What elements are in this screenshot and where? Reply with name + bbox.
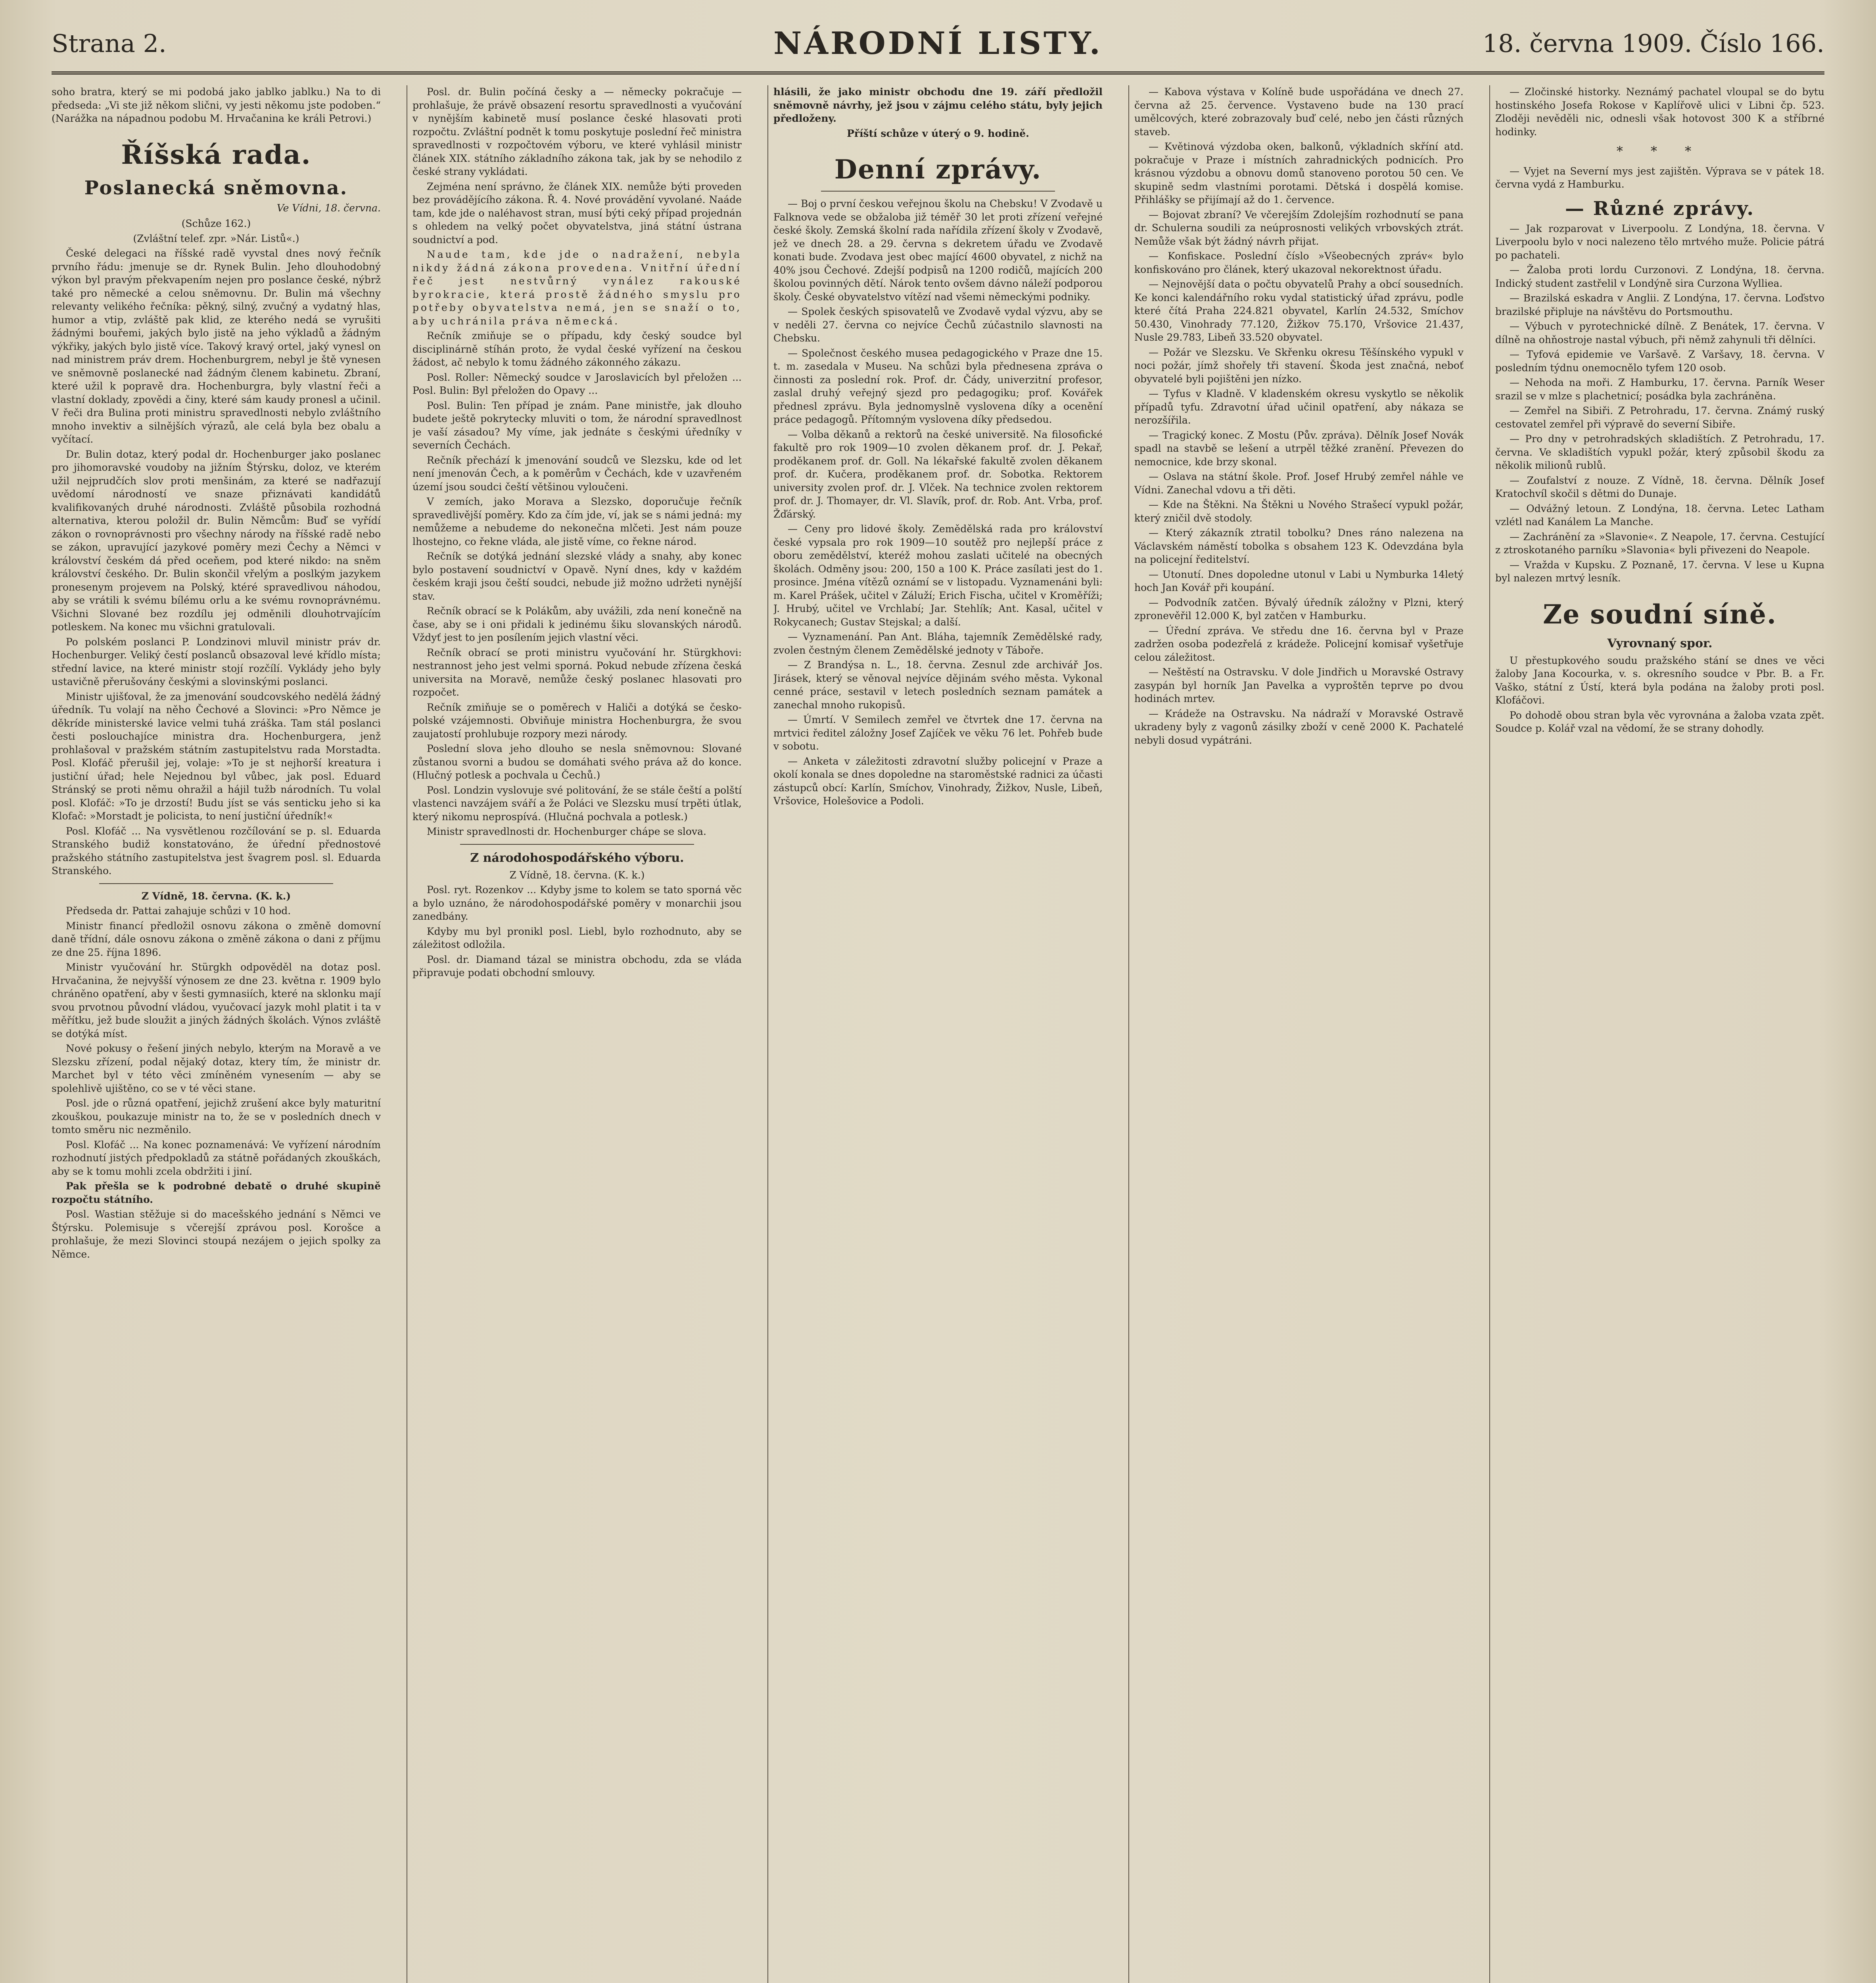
paragraph: — Zemřel na Sibiři. Z Petrohradu, 17. června. Známý ruský cestovatel zemřel při výpravě do severní Sibiře. <box>1495 405 1824 430</box>
lead-paragraph: soho bratra, který se mi podobá jako jablko jablku.) Na to di předseda: „Vi ste již někom slični, vy jesti někomu jste podoben.“ (Narážka na nápadnou podobu M. Hrvačanina ke králi Petrovi.) <box>52 86 381 124</box>
section-title: — Různé zprávy. <box>1565 197 1755 220</box>
paragraph: — Konfiskace. Poslední číslo »Všeobecných zpráv« bylo konfiskováno pro článek, který ukazoval nekorektnost úřadu. <box>1134 250 1464 275</box>
lead-paragraph: hlásili, že jako ministr obchodu dne 19. září předložil sněmovně návrhy, jež jsou v zájmu celého státu, byly jejich předloženy. <box>773 86 1103 124</box>
paragraph: — Krádeže na Ostravsku. Na nádraží v Moravské Ostravě ukradeny byly z vagonů zásilky zboží v ceně 2000 K. Pachatelé nebyli dosud vypátráni. <box>1134 708 1464 746</box>
paragraph: Rečník zmiňuje se o případu, kdy český soudce byl disciplinárně stíhán proto, že vydal české vyřízení na českou žádost, ač nebylo k tomu žádného zákonného zákazu. <box>412 330 742 368</box>
paragraph: — Ceny pro lidové školy. Zemědělská rada pro království české vypsala pro rok 1909—10 soutěž pro nejlepší práce z oboru zemědělství, kteréž mohou zaslati učitelé na obecných školách. Odměny jsou: 200, 150 a 100 K. Práce zasílati jest do 1. prosince. Jména vítězů oznámí se v listopadu. Vyznamenáni byli: m. Karel Prášek, učitel v Záluží; Erich Fischa, učitel v Kroměříži; J. Hrubý, učitel ve Vrchlabí; Jar. Stehlík; Ant. Kasal, učitel v Rokycanech; Gustav Stejskal; a další. <box>773 523 1103 628</box>
paragraph: — Jak rozparovat v Liverpoolu. Z Londýna, 18. června. V Liverpoolu bylo v noci nalezeno tělo mrtvého muže. Policie pátrá po pachateli. <box>1495 222 1824 261</box>
column-rule <box>1489 85 1490 1983</box>
paragraph: Posl. Klofáč ... Na konec poznamenává: Ve vyřízení národním rozhodnutí jistých předpokladů za státně pořádaných zkouškách, aby se k tomu mohli zcela obdržiti i jiní. <box>52 1139 381 1177</box>
paragraph: — Vyznamenání. Pan Ant. Bláha, tajemník Zemědělské rady, zvolen čestným členem Zemědělské jednoty v Táboře. <box>773 631 1103 656</box>
paragraph: U přestupkového soudu pražského stání se dnes ve věci žaloby Jana Kocourka, v. s. okresního soudce v Pbr. B. a Fr. Vaško, státní z Ústí, která byla podána na žaloby proti posl. Klofáčovi. <box>1495 654 1824 706</box>
paragraph: — Květinová výzdoba oken, balkonů, výkladních skříní atd. pokračuje v Praze i místních zahradnických podnicích. Pro krásnou výzdobu a obnovu domů stanoveno porotou 50 cen. Ve skupině sedm vlastními porotami. Dětská i dospělá komise. Přihlášky se přijímají až do 1. července. <box>1134 141 1464 205</box>
paragraph: — Bojovat zbraní? Ve včerejším Zdolejším rozhodnutí se pana dr. Schulerna soudili za neúprosnosti velikých vrbovských ztrát. Nemůže však být žádný návrh přijat. <box>1134 209 1464 247</box>
dateline: Z Vídně, 18. června. (K. k.) <box>509 869 645 881</box>
paragraph: Ministr ujišťoval, že za jmenování soudcovského nedělá žádný úředník. Tu volají na něho Čechové a Slovinci: »Pro Němce je děkríde ministerské lavice velmi tuhá zráška. Tam stál poslanci česti poslouchajíce ministra dra. Hochenburgera, jenž prohlašoval v pražském státním zastupitelstvu rada Morstadta. Posl. Klofáč přerušil jej, volaje: »To je st nejhorší kreatura i justiční úřad; hele Nejednou byl vůbec, jak posl. Eduard Stránský se proti němu ohražil a hájil tužb národních. Tu volal posl. Klofáč: »To je drzostí! Budu jíst se vás senticku jeho si ka Klofač: »Morstadt je policista, to není justiční úředník!« <box>52 690 381 822</box>
paragraph: Rečník obrací se proti ministru vyučování hr. Stürgkhovi: nestrannost jeho jest velmi sporná. Pokud nebude zřízena česká universita na Moravě, nemůže český poslanec hlasovati pro rozpočet. <box>412 646 742 698</box>
paragraph: Předseda dr. Pattai zahajuje schůzi v 10 hod. <box>66 905 291 917</box>
paragraph: — Požár ve Slezsku. Ve Skřenku okresu Těšínského vypukl v noci požár, jímž shořely tři stavení. Škoda jest značná, neboť obyvatelé byli pojištěni jen nízko. <box>1134 346 1464 385</box>
section-ornament: * * * <box>1616 144 1703 159</box>
session-label: (Schůze 162.) <box>181 218 251 229</box>
column-3 <box>773 85 1103 1983</box>
paragraph: Ministr financí předložil osnovu zákona o změně domovní daně třídní, dále osnovu zákona o změně zákona o dani z příjmu ze dne 25. října 1896. <box>52 920 381 958</box>
paragraph: Posl. dr. Bulin počíná česky a — německy pokračuje — prohlašuje, že právě obsazení resortu spravedlnosti a vyučování v nynějším kabinetě musí poslance české hlasovati proti rozpočtu. Zvláštní podnět k tomu poskytuje poslední řeč ministra spravedlnosti v rozpočtovém výboru, ve které vyhlásil ministr článek XIX. státního základního zákona tak, jak by se nehodilo z české strany vykládati. <box>412 86 742 177</box>
paragraph: — Zločinské historky. Neznámý pachatel vloupal se do bytu hostinského Josefa Rokose v Kaplířově ulici v Libni čp. 523. Zloději nevěděli nic, odnesli však hotovost 300 K a stříbrné hodinky. <box>1495 86 1824 138</box>
paragraph: Posl. Bulin: Ten případ je znám. Pane ministře, jak dlouho budete ještě pokrytecky mluviti o tom, že národní spravedlnost je vaší zásadou? My víme, jak jednáte s českými úředníky v severních Čechách. <box>412 399 742 451</box>
paragraph: Posl. Wastian stěžuje si do macešského jednání s Němci ve Štýrsku. Polemisuje s včerejší zprávou posl. Korošce a prohlašuje, že mezi Slovinci stoupá nezájem o jejich spolky za Němce. <box>52 1208 381 1260</box>
paragraph: — Vražda v Kupsku. Z Poznaně, 17. června. V lese u Kupna byl nalezen mrtvý lesník. <box>1495 559 1824 584</box>
paragraph: Dr. Bulin dotaz, který podal dr. Hochenburger jako poslanec pro jihomoravské voudoby na jižním Štýrsku, doloz, ve kterém užil nejprudčích slov proti menšinám, za které se nadřazují uvědomí národností ve snaze přiznávati kandidátů kvalifikovaných druhé národnosti. Zvláště působila rozhodná alternativa, kterou položil dr. Bulin Němcům: Buď se vyřídí zákon o rovnoprávnosti pro všechny národy na říšské radě nebo se zákon, upravující jazykové poměry mezi Čechy a Němci v království českém dá před oceňem, pod které nikdo: na sněm království českého. Dr. Bulin skončil vřelým a poslkým jazykem pronesenym projevem na Polský, ktéré spravedlivou náhodou, aby se vrátili k svému bílému orlu a ke svému rovnoprávnému. Všichni Slované bez rozdílu jej odměnili dlouhotrvajícím potleskem. Na konec mu všichni gratulovali. <box>52 448 381 633</box>
paragraph: Kdyby mu byl pronikl posl. Liebl, bylo rozhodnuto, aby se záležitost odložila. <box>412 925 742 950</box>
paragraph: — Úmrtí. V Semilech zemřel ve čtvrtek dne 17. června na mrtvici ředitel záložny Josef Zajíček ve věku 76 let. Pohřeb bude v sobotu. <box>773 714 1103 752</box>
paragraph: — Zachránění za »Slavonie«. Z Neapole, 17. června. Cestující z ztroskotaného parníku »Slavonia« byli přivezeni do Neapole. <box>1495 531 1824 556</box>
divider <box>460 844 694 845</box>
paragraph: — Který zákazník ztratil tobolku? Dnes ráno nalezena na Václavském náměstí tobolka s obsahem 123 K. Odevzdána byla na policejní ředitelství. <box>1134 527 1464 565</box>
column-4 <box>1134 85 1464 1983</box>
section-title: Denní zprávy. <box>834 154 1042 185</box>
paragraph: Nové pokusy o řešení jiných nebylo, kterým na Moravě a ve Slezsku zřízení, podal nějaký dotaz, ktery tím, že ministr dr. Marchet byl v této věci zmíněném vynesením — aby se spolehlivě ujištěno, co se v té věci stane. <box>52 1043 381 1094</box>
paragraph-heading: Pak přešla se k podrobné debatě o druhé skupině rozpočtu státního. <box>52 1180 381 1205</box>
dateline: Ve Vídni, 18. června. <box>276 202 381 214</box>
paragraph: Rečník zmiňuje se o poměrech v Haliči a dotýká se česko-polské vzájemnosti. Obviňuje ministra Hochenburgra, že svou zaujatostí prohlubuje rozpory mezi národy. <box>412 701 742 740</box>
paragraph: Posl. Klofáč ... Na vysvětlenou rozčílování se p. sl. Eduarda Stranského budiž konstatováno, že úřední přednostové pražského státního zastupitelstva jest švagrem posl. sl. Eduarda Stranského. <box>52 825 381 876</box>
column-5 <box>1495 85 1824 1983</box>
paragraph: — Neštěstí na Ostravsku. V dole Jindřich u Moravské Ostravy zasypán byl horník Jan Pavelka a vyproštěn teprve po dvou hodinách mrtev. <box>1134 666 1464 704</box>
section-title: Říšská rada. <box>121 139 311 170</box>
paragraph: — Úřední zpráva. Ve středu dne 16. června byl v Praze zadržen osoba podezřelá z krádeže. Policejní komisař vyšetřuje celou záležitost. <box>1134 625 1464 663</box>
subsection-title: Vyrovnaný spor. <box>1607 636 1713 650</box>
paragraph: Po polském poslanci P. Londzinovi mluvil ministr práv dr. Hochenburger. Veliký čestí poslanců obsazoval levé křídlo místa; střední lavice, na které ministr stojí rozčílí. Vyklády jeho byly ustavičně přerušovány českými a slovinskými poslanci. <box>52 636 381 687</box>
masthead: NÁRODNÍ LISTY. <box>773 25 1103 61</box>
column-1 <box>52 85 381 1983</box>
paragraph: Posl. ryt. Rozenkov ... Kdyby jsme to kolem se tato sporná věc a bylo uznáno, že národohospodářské poměry v monarchii jsou zanedbány. <box>412 884 742 922</box>
paragraph: Rečník přechází k jmenování soudců ve Slezsku, kde od let není jmenován Čech, a k poměrům v Čechách, kde v uzavřeném území jsou soudci čeští většinou vyloučeni. <box>412 454 742 493</box>
paragraph: — Boj o první českou veřejnou školu na Chebsku! V Zvodavě u Falknova vede se obžaloba již téměř 30 let proti zřízení veřejné české školy. Zemská školní rada nařídila zřízení školy v Zvodavě, jež ve dnech 28. a 29. června s dekretem úřadu ve Zvodavě konati bude. Zvodava jest obec mající 4600 obyvatel, z nichž na 40% jsou Čechové. Zdejší podpisů na 1200 rodičů, majících 200 školou povinných dětí. Nárok tento ovšem dávno náleží podporou školy. České obyvatelstvo vítězí nad všemi německými podniky. <box>773 198 1103 303</box>
paragraph: — Kde na Štěkni. Na Štěkni u Nového Strašecí vypukl požár, který zničil dvě stodoly. <box>1134 499 1464 524</box>
column-2 <box>412 85 742 1983</box>
section-title: Ze soudní síně. <box>1543 598 1777 630</box>
paragraph: — Kabova výstava v Kolíně bude uspořádána ve dnech 27. června až 25. července. Vystaveno bude na 130 prací umělcových, které zobrazovaly buď celé, nebo jen části různých staveb. <box>1134 86 1464 138</box>
paragraph: — Volba děkanů a rektorů na české universitě. Na filosofické fakultě pro rok 1909—10 zvolen děkanem prof. dr. J. Pekař, proděkanem prof. dr. Goll. Na lékařské fakultě zvolen děkanem prof. dr. Kučera, proděkanem prof. dr. Sobotka. Rektorem university zvolen prof. dr. J. Vlček. Na technice zvolen rektorem prof. dr. J. Thomayer, dr. Vl. Slavík, prof. dr. Rob. Ant. Vrba, prof. Žďárský. <box>773 428 1103 520</box>
session-source: (Zvláštní telef. zpr. »Nár. Listů«.) <box>133 232 299 244</box>
paragraph: Posl. Londzin vyslovuje své politování, že se stále čeští a polští vlastenci navzájem sváří a že Poláci ve Slezsku musí trpěti útlak, který nikomu neprospívá. (Hlučná pochvala a potlesk.) <box>412 784 742 823</box>
paragraph: — Utonutí. Dnes dopoledne utonul v Labi u Nymburka 14letý hoch Jan Kovář při koupání. <box>1134 568 1464 593</box>
column-rule <box>767 85 768 1983</box>
divider <box>821 191 1055 192</box>
paragraph: Naude tam, kde jde o nadražení, nebyla nikdy žádná zákona provedena. Vnitřní úřední řeč jest nestvůrný vynález rakouské byrokracie, která prostě žádného smyslu pro potřeby obyvatelstva nemá, jen se snaží o to, aby uchránila práva německá. <box>412 249 742 327</box>
paragraph: České delegaci na říšské radě vyvstal dnes nový řečník prvního řádu: jmenuje se dr. Rynek Bulin. Jeho dlouhodobný výkon byl pravým překvapením nejen pro poslance české, nýbrž také pro německé a celou sněmovnu. Dr. Bulin má všechny relevanty velikého řečníka: pěkný, silný, zvučný a vydatný hlas, humor a vtip, zvláště pak klid, ze kterého nedá se vyrušiti žádnými bouřemi, jakých bylo jistě na jeho výkladů a žádným výkřiky, jakých bylo jistě více. Takový kravý ortel, jaký vynesl on nad ministrem práv drem. Hochenburgrem, nebyl je ště vynesen ve sněmovně poslanecké nad žádným členem kabinetu. Zbraní, které užil k popravě dra. Hochenburgra, byly vlastní řeči a vlastní doklady, zpovědi a činy, které sám kaudy pronesl a učinil. V řeči dra Bulina proti ministru spravedlnosti nebylo zvláštního mnoho invektiv a silnějších výrazů, ale celá byla bez obalu a vyčítací. <box>52 247 381 445</box>
paragraph: Rečník se dotýká jednání slezské vlády a snahy, aby konec bylo postavení soudnictví v Opavě. Nyní dnes, kdy v každém českém kraji jsou čeští soudci, nebude již možno udržeti nynější stav. <box>412 550 742 602</box>
paragraph: — Výbuch v pyrotechnické dílně. Z Benátek, 17. června. V dílně na ohňostroje nastal výbuch, při němž zahynuli tři dělníci. <box>1495 320 1824 345</box>
paragraph: — Zoufalství z nouze. Z Vídně, 18. června. Dělník Josef Kratochvíl skočil s dětmi do Dunaje. <box>1495 474 1824 499</box>
paragraph: V zemích, jako Morava a Slezsko, doporučuje řečník spravedlivější poměry. Kdo za čím jde, ví, jak se s námi jedná: my nemůžeme a nebudeme do nekonečna mlčeti. Jest nám pouze lhostejno, co řekne vláda, ale jistě víme, co řekne národ. <box>412 496 742 547</box>
paragraph: — Vyjet na Severní mys jest zajištěn. Výprava se v pátek 18. června vydá z Hamburku. <box>1495 165 1824 190</box>
page-number: Strana 2. <box>52 29 167 58</box>
paragraph: — Pro dny v petrohradských skladištích. Z Petrohradu, 17. června. Ve skladištích vypukl požár, který způsobil škodu za několik milionů rublů. <box>1495 433 1824 471</box>
paragraph: — Tyfová epidemie ve Varšavě. Z Varšavy, 18. června. V posledním týdnu onemocnělo tyfem 120 osob. <box>1495 349 1824 374</box>
paragraph: Ministr vyučování hr. Stürgkh odpověděl na dotaz posl. Hrvačanina, že nejvyšší výnosem ze dne 23. května r. 1909 bylo chráněno opatření, aby v šesti gymnasiích, které na sklonku mají svou prvotnou původní vládou, vyučovací jazyk mohl platit i ta v měřítku, jež bude sloužit a jiných žádných školách. Výnos zvláště se dotýká míst. <box>52 961 381 1039</box>
paragraph: — Společnost českého musea pedagogického v Praze dne 15. t. m. zasedala v Museu. Na schůzi byla přednesena zpráva o činnosti za poslední rok. Prof. dr. Čády, univerzitní profesor, zaslal druhý veřejný sjezd pro pedagogiku; prof. Kovářek přednesl zprávu. Byla jednomyslně vyslovena díky a ocenění práce pedagogů. Přítomným vyslovena díky předsedou. <box>773 347 1103 425</box>
paragraph: — Anketa v záležitosti zdravotní služby policejní v Praze a okolí konala se dnes dopoledne na staroměstské radnici za účasti zástupců obcí: Karlín, Smíchov, Vinohrady, Žižkov, Nusle, Libeň, Vršovice, Holešovice a Podoli. <box>773 755 1103 807</box>
paragraph: — Nehoda na moři. Z Hamburku, 17. června. Parník Weser srazil se v mlze s plachetnicí; posádka byla zachráněna. <box>1495 377 1824 402</box>
issue-date: 18. června 1909. Číslo 166. <box>1482 29 1824 58</box>
paragraph: — Z Brandýsa n. L., 18. června. Zesnul zde archivář Jos. Jirásek, který se věnoval nejvíce dějinám svého města. Vykonal cenné práce, sestavil v letech posledních seznam památek a zanechal mnoho rukopisů. <box>773 659 1103 711</box>
subsection-title: Z národohospodářského výboru. <box>470 851 684 865</box>
paragraph: — Žaloba proti lordu Curzonovi. Z Londýna, 18. června. Indický student zastřelil v Londýně sira Curzona Wylliea. <box>1495 264 1824 289</box>
paragraph: Rečník obrací se k Polákům, aby uvážili, zda není konečně na čase, aby se i oni přidali k jedinému šiku slovanských národů. Vždyť jest to jen posílením jejich vlastní věci. <box>412 605 742 643</box>
paragraph: — Tragický konec. Z Mostu (Pův. zpráva). Dělník Josef Novák spadl na stavbě se lešení a utrpěl těžké zranění. Převezen do nemocnice, kde brzy skonal. <box>1134 429 1464 468</box>
paragraph: — Spolek českých spisovatelů ve Zvodavě vydal výzvu, aby se v neděli 27. června co nejvíce Čechů zúčastnilo slavnosti na Chebsku. <box>773 306 1103 344</box>
paragraph: Zejména není správno, že článek XIX. nemůže býti proveden bez provádějícího zákona. Ř. 4. Nové provádění vyvolané. Naáde tam, kde jde o naléhavost stran, musí býti ceký případ projednán s ohledem na velký počet obyvatelstva, jiná státní ústrana soudnictví a pod. <box>412 180 742 245</box>
subsection-title: Poslanecká sněmovna. <box>84 176 348 199</box>
column-rule <box>1128 85 1129 1983</box>
paragraph: Posl. dr. Diamand tázal se ministra obchodu, zda se vláda připravuje podati obchodní smlouvy. <box>412 953 742 978</box>
divider <box>99 883 333 884</box>
paragraph: — Oslava na státní škole. Prof. Josef Hrubý zemřel náhle ve Vídni. Zanechal vdovu a tři děti. <box>1134 471 1464 496</box>
paragraph: Poslední slova jeho dlouho se nesla sněmovnou: Slované zůstanou svorni a budou se domáhati svého práva až do konce. (Hlučný potlesk a pochvala u Čechů.) <box>412 743 742 781</box>
paragraph: — Podvodník zatčen. Bývalý úředník záložny v Plzni, který zpronevěřil 12.000 K, byl zatčen v Hamburku. <box>1134 596 1464 621</box>
paragraph: — Brazilská eskadra v Anglii. Z Londýna, 17. června. Loďstvo brazilské připluje na návštěvu do Portsmouthu. <box>1495 292 1824 317</box>
page-header <box>52 16 1824 75</box>
columns <box>52 85 1824 1983</box>
paragraph: Po dohodě obou stran byla věc vyrovnána a žaloba vzata zpět. Soudce p. Kolář vzal na vědomí, že se strany dohodly. <box>1495 709 1824 734</box>
paragraph: Posl. jde o různá opatření, jejichž zrušení akce byly maturitní zkouškou, poukazuje ministr na to, že se v posledních dnech v tomto směru nic nezměnilo. <box>52 1097 381 1135</box>
paragraph: Posl. Roller: Německý soudce v Jaroslavicích byl přeložen ... Posl. Bulin: Byl přeložen do Opavy ... <box>412 371 742 396</box>
paragraph: Ministr spravedlnosti dr. Hochenburger chápe se slova. <box>427 826 706 837</box>
dateline: Z Vídně, 18. června. (K. k.) <box>141 890 291 902</box>
paragraph: — Tyfus v Kladně. V kladenském okresu vyskytlo se několik případů tyfu. Zdravotní úřad učinil opatření, aby nákaza se nerozšířila. <box>1134 388 1464 426</box>
paragraph: — Odvážný letoun. Z Londýna, 18. června. Letec Latham vzlétl nad Kanálem La Manche. <box>1495 502 1824 527</box>
paragraph: — Nejnovější data o počtu obyvatelů Prahy a obcí sousedních. Ke konci kalendářního roku vydal statistický úřad zprávu, podle které čítá Praha 224.821 obyvatel, Karlín 24.532, Smíchov 50.430, Vinohrady 77.120, Žižkov 75.170, Vršovice 21.437, Nusle 29.783, Libeň 33.520 obyvatel. <box>1134 278 1464 343</box>
paragraph: Příští schůze v úterý o 9. hodině. <box>847 127 1029 139</box>
